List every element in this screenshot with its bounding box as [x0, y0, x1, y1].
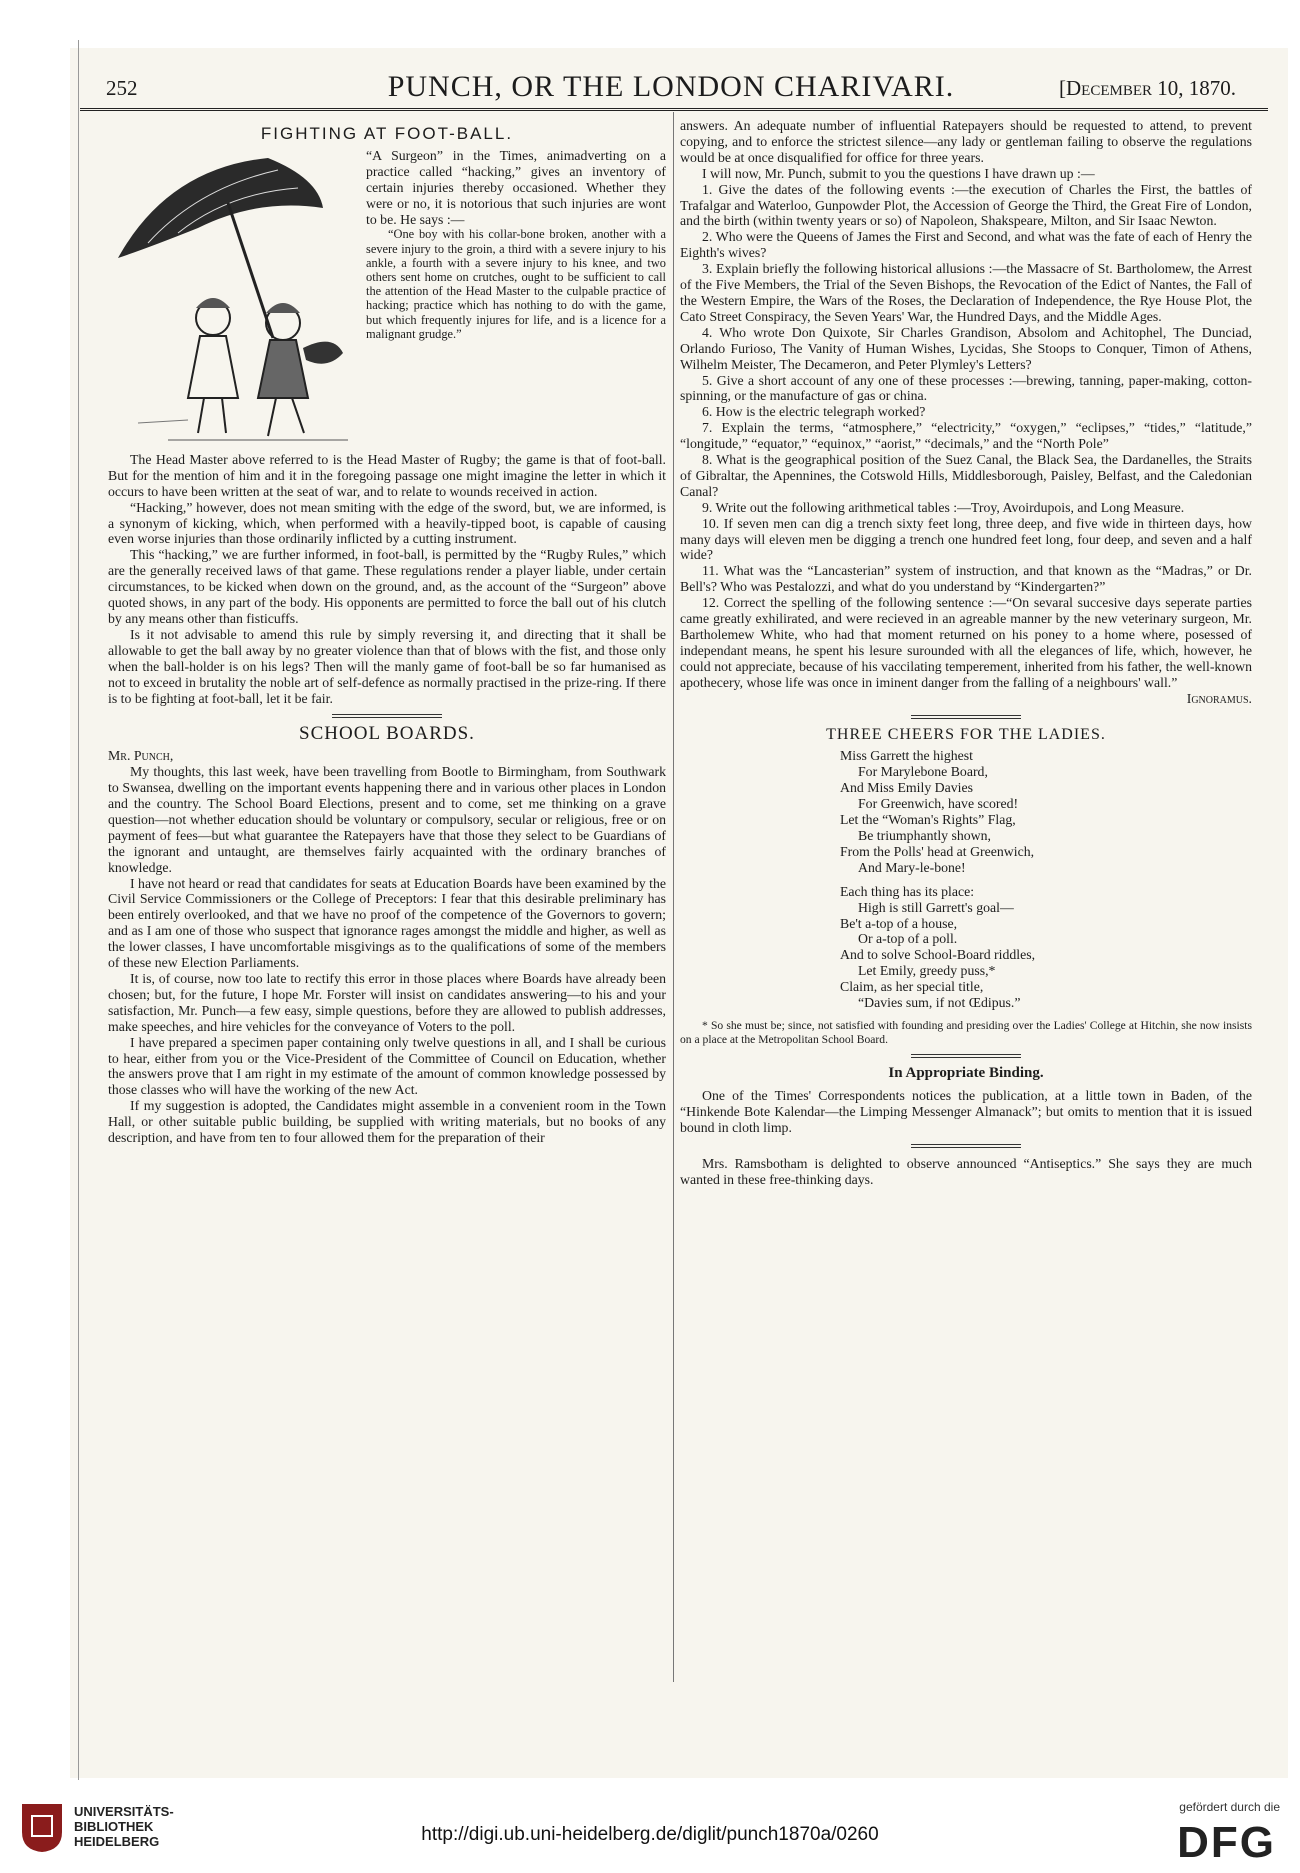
digitization-footer: [0, 1790, 1300, 1873]
section-divider: [911, 1144, 1021, 1148]
source-url[interactable]: http://digi.ub.uni-heidelberg.de/diglit/punch1870a/0260: [421, 1824, 879, 1845]
ramsbotham-para: Mrs. Ramsbotham is delighted to observe announced “Antiseptics.” She says they are much wanted in these free-thinking days.: [680, 1155, 1252, 1187]
poem-line: Each thing has its place:: [840, 883, 975, 899]
poem-line: And Miss Emily Davies: [840, 780, 973, 796]
school-cont-1: answers. An adequate number of influential Ratepayers should be requested to attend, to prevent copying, and to enforce the strictest silence—any lady or gentleman failing to observe the regulations would be at once disqualified for office for three years.: [680, 118, 1252, 165]
signature: Ignoramus.: [1186, 690, 1252, 706]
funding-note: gefördert durch die: [1179, 1800, 1280, 1814]
school-para-2: I have not heard or read that candidates for seats at Education Boards have been examined by the Civil Service Commissioners or the College of Preceptors: I fear that this desirable preliminary has been entirely overlooked, and that we have no proof of the competence of the Governors to govern; and as I am one of those who suspect that ignorance rages amongst the middle and higher, as well as the lower classes, I have uncomfortable misgivings as to the qualifications of some of the members of these new Election Parliaments.: [108, 875, 666, 971]
column-separator: [673, 112, 674, 1682]
university-name: UNIVERSITÄTS- BIBLIOTHEK HEIDELBERG: [74, 1804, 174, 1849]
left-column: [108, 118, 666, 1146]
football-para-2: The Head Master above referred to is the Head Master of Rugby; the game is that of foot-ball. But for the mention of him and it in the foregoing passage one might imagine the letter in which it occurs to have been written at the seat of war, and to relate to wounds received in action.: [108, 451, 666, 499]
poem-line: And to solve School-Board riddles,: [840, 947, 1036, 963]
section-divider: [911, 715, 1021, 719]
cheers-heading: THREE CHEERS FOR THE LADIES.: [826, 725, 1106, 743]
issue-date: [December 10, 1870.: [1059, 76, 1236, 100]
question-10: 10. If seven men can dig a trench sixty feet long, three deep, and five wide in thirteen days, how many days will eleven men be digging a trench one hundred feet long, four deep, and seven and a half wide?: [680, 515, 1252, 563]
football-heading: FIGHTING AT FOOT-BALL.: [260, 124, 514, 143]
page-header: [106, 70, 1236, 104]
poem-line: For Marylebone Board,: [858, 764, 988, 780]
school-cont-2: I will now, Mr. Punch, submit to you the questions I have drawn up :—: [702, 165, 1095, 181]
question-8: 8. What is the geographical position of the Suez Canal, the Black Sea, the Dardanelles, the Straits of Gibraltar, the Apennines, the Cotswold Hills, Middlesborough, Paisley, Belfast, and the Caledonian Canal?: [680, 452, 1252, 499]
poem-stanza-2: [840, 884, 1252, 1011]
page-title: PUNCH, OR THE LONDON CHARIVARI.: [387, 70, 955, 103]
section-divider: [911, 1054, 1021, 1058]
surgeon-quote: “One boy with his collar-bone broken, another with a severe injury to the groin, a third with a severe injury to his ankle, a fourth with a severe injury to his knee, and two others sent home on crutches, ought to be sufficient to call the attention of the Head Master to the culpable practice of hacking; practice which has nothing to do with the game, but which frequently injures for life, and is a licence for a malignant grudge.”: [366, 227, 666, 341]
poem-stanza-1: [840, 748, 1252, 875]
school-salutation: Mr. Punch,: [108, 748, 174, 764]
school-heading: SCHOOL BOARDS.: [299, 723, 475, 745]
poem-line: Be't a-top of a house,: [840, 915, 958, 931]
question-2: 2. Who were the Queens of James the First and Second, and what was the fate of each of Henry the Eighth's wives?: [680, 229, 1252, 261]
poem-line: And Mary-le-bone!: [858, 859, 966, 875]
poem-line: Let the “Woman's Rights” Flag,: [840, 812, 1016, 828]
binding-para: One of the Times' Correspondents notices the publication, at a little town in Baden, of the “Hinkende Bote Kalendar—the Limping Messenger Almanack”; but omits to mention that it is issued bound in cloth limp.: [680, 1088, 1252, 1135]
boys-umbrella-icon: [108, 148, 358, 448]
poem-line: “Davies sum, if not Œdipus.”: [858, 995, 1021, 1011]
question-6: 6. How is the electric telegraph worked?: [702, 404, 926, 420]
football-para-5: Is it not advisable to amend this rule by simply reversing it, and directing that it shall be allowable to get the ball away by no greater violence than that of blows with the fist, and those only when the ball-holder is on his legs? Then will the manly game of foot-ball be so far humanised as not to exceed in brutality the noble art of self-defence as normally practised in the prize-ring. If there is to be fighting at foot-ball, let it be fair.: [108, 626, 666, 706]
poem-line: Be triumphantly shown,: [858, 827, 991, 843]
poem-line: Let Emily, greedy puss,*: [858, 963, 996, 979]
question-3: 3. Explain briefly the following historical allusions :—the Massacre of St. Bartholomew, the Arrest of the Five Members, the Trial of the Seven Bishops, the Revocation of the Edict of Nantes, the Fall of the Western Empire, the Wars of the Roses, the Declaration of Independence, the Rye House Plot, the Cato Street Conspiracy, the Seven Years' War, the Hundred Days, and the Middle Ages.: [680, 261, 1252, 324]
school-para-4: I have prepared a specimen paper containing only twelve questions in all, and I shall be curious to hear, either from you or the Vice-President of the Committee of Council on Education, whether the answers prove that I am right in my estimate of the amount of common knowledge possessed by those classes who will have the working of the new Act.: [108, 1034, 666, 1098]
school-para-3: It is, of course, now too late to rectify this error in those places where Boards have already been chosen; but, for the future, I hope Mr. Forster will insist on candidates answering—to his and your satisfaction, Mr. Punch—a few easy, simple questions, before they are allowed to publish addresses, make speeches, and hire vehicles for the conveyance of Voters to the poll.: [108, 971, 666, 1034]
football-para-1: “A Surgeon” in the Times, animadverting on a practice called “hacking,” gives an inventory of certain injuries thereby occasioned. Whether they were or no, it is notorious that such injuries are wont to be. He says :—: [366, 147, 666, 227]
poem-line: Claim, as her special title,: [840, 979, 984, 995]
right-column: [680, 118, 1252, 1188]
section-divider: [332, 714, 442, 718]
question-7: 7. Explain the terms, “atmosphere,” “electricity,” “oxygen,” “eclipses,” “tides,” “latitude,” “longitude,” “equator,” “equinox,” “aorist,” “decimals,” and the “North Pole”: [680, 420, 1252, 452]
question-9: 9. Write out the following arithmetical tables :—Troy, Avoirdupois, and Long Measure.: [702, 499, 1185, 515]
question-5: 5. Give a short account of any one of these processes :—brewing, tanning, paper-making, cotton-spinning, or the manufacture of gas or china.: [680, 372, 1252, 404]
poem-line: Miss Garrett the highest: [840, 748, 973, 764]
question-12: 12. Correct the spelling of the following sentence :—“On sevaral succesive days seperate parties came greatly exhilirated, and were recieved in an agreable manner by the new veterinary surgeon, Mr. Bartholemew White, who had that moment returned on his poney to a home where, posessed of independant means, he spent his lesure surounded with all the elegances of life, which, however, he could not appreciate, because of his vaccilating temperement, inherited from his father, the well-known apothecery, whose life was once in iminent danger from the falling of a neighbours' wall.”: [680, 595, 1252, 690]
header-rule: [80, 108, 1268, 111]
page-number: 252: [106, 76, 138, 100]
football-para-4: This “hacking,” we are further informed, in foot-ball, is permitted by the “Rugby Rules,” which are the generally received laws of that game. These regulations render a player liable, under certain circumstances, to be kicked when down on the ground, and, as the account of the “Surgeon” above quoted shows, in any part of the body. His opponents are permitted to force the ball out of his clutch by any means other than fisticuffs.: [108, 547, 666, 626]
poem-line: For Greenwich, have scored!: [858, 796, 1019, 812]
binding-heading: In Appropriate Binding.: [888, 1065, 1044, 1082]
school-para-1: My thoughts, this last week, have been travelling from Bootle to Birmingham, from Southwark to Swansea, dwelling on the important events happening there and in various other places in London and the country. The School Board Elections, present and to come, set me thinking on a grave question—not whether education should be voluntary or compulsory, secular or religious, free or on payment of fees—but what guarantee the Ratepayers have that those they select to be Guardians of the ignorant and untaught, are themselves fairly acquainted with the ordinary branches of knowledge.: [108, 764, 666, 875]
poem-line: From the Polls' head at Greenwich,: [840, 843, 1035, 859]
football-para-3: “Hacking,” however, does not mean smiting with the edge of the sword, but, we are informed, is a synonym of kicking, which, when performed with a heavily-tipped boot, is capable of causing even worse injuries than those ordinarily inflicted by a cutting instrument.: [108, 499, 666, 547]
binding-edge-line: [78, 40, 79, 1780]
poem-line: High is still Garrett's goal—: [858, 899, 1014, 915]
dfg-logo: DFG: [1177, 1818, 1276, 1867]
poem-line: Or a-top of a poll.: [858, 931, 958, 947]
question-11: 11. What was the “Lancasterian” system of instruction, and that known as the “Madras,” or Dr. Bell's? Who was Pestalozzi, and what do you understand by “Kindergarten?”: [680, 563, 1252, 595]
question-1: 1. Give the dates of the following events :—the execution of Charles the First, the battles of Trafalgar and Waterloo, Gunpowder Plot, the Accession of George the Third, the Great Fire of London, and the birth (within twenty years or so) of Napoleon, Shakspeare, Milton, and Sir Isaac Newton.: [680, 181, 1252, 229]
poem-footnote: * So she must be; since, not satisfied with founding and presiding over the Ladies' College at Hitchin, she now insists on a place at the Metropolitan School Board.: [680, 1018, 1252, 1046]
school-para-5: If my suggestion is adopted, the Candidates might assemble in a convenient room in the Town Hall, or other suitable public building, be supplied with writing materials, but no books of any description, and have from ten to four allowed them for the preparation of their: [108, 1098, 666, 1146]
question-4: 4. Who wrote Don Quixote, Sir Charles Grandison, Absolom and Achitophel, The Dunciad, Orlando Furioso, The Vanity of Human Wishes, Lycidas, She Stoops to Conquer, Timon of Athens, Wilhelm Meister, The Decameron, and Peter Plymley's Letters?: [680, 324, 1252, 372]
